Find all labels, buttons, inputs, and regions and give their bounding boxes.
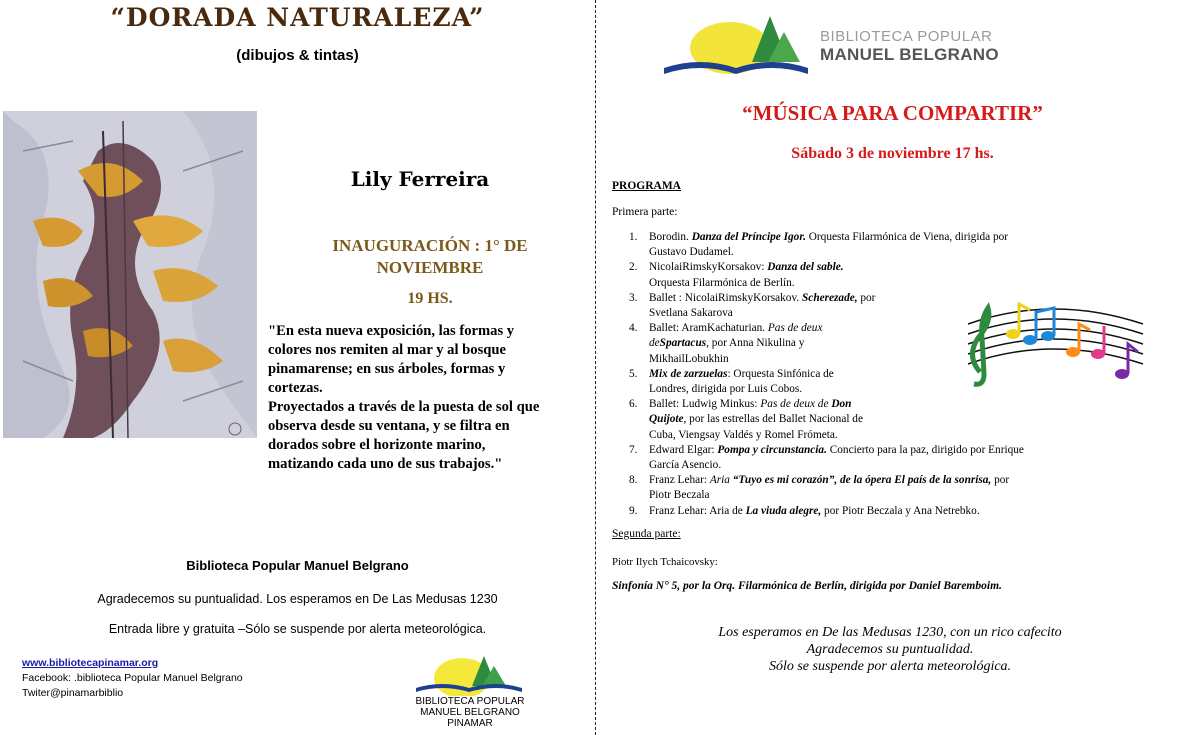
program-text-segment: : Orquesta Sinfónica de [727, 367, 834, 380]
contact-info [22, 656, 243, 701]
program-item-line [649, 245, 1132, 260]
program-text-segment: de [649, 337, 660, 350]
program-text-segment: Franz Lehar: Aria de [649, 504, 746, 517]
program-text-segment: Quijote [649, 413, 684, 426]
program-item-line [649, 504, 1132, 519]
exhibit-subtitle: (dibujos & tintas) [236, 47, 359, 64]
program-item-line [649, 443, 1132, 458]
program-item-line [649, 260, 1132, 275]
exhibit-description [268, 322, 578, 474]
twitter-text: Twiter@pinamarbiblio [22, 687, 124, 699]
farewell-line: Sólo se suspende por alerta meteorológica. [768, 659, 1012, 674]
program-text-segment: Edward Elgar: [649, 443, 718, 456]
program-text-segment: Borodin. [649, 231, 692, 243]
program-item [612, 504, 1132, 519]
concert-title: “MÚSICA PARA COMPARTIR” [742, 101, 1043, 125]
painting-image [3, 111, 257, 438]
entry-text: Entrada libre y gratuita –Sólo se suspende por alerta meteorológica. [108, 622, 487, 636]
program-text-segment: Aria [709, 474, 733, 487]
music-notes-image [958, 294, 1148, 392]
library-logo [660, 12, 810, 76]
program-text-segment: Franz Lehar: [649, 474, 710, 487]
program-item-number: 9. [629, 504, 638, 517]
program-text-segment: Orquesta Filarmónica de Berlín. [649, 276, 795, 289]
composer-name: Piotr Ilych Tchaicovsky: [612, 556, 718, 568]
program-text-segment: Spartacus [659, 337, 707, 350]
thanks-text: Agradecemos su puntualidad. Los esperamos en De Las Medusas 1230 [97, 592, 498, 606]
music-staff-icon [958, 294, 1148, 392]
program-text-segment: Piotr Beczala [649, 489, 710, 502]
program-item-line [649, 412, 949, 427]
program-text-segment: , por Anna Nikulina y [706, 337, 805, 350]
program-text-segment: La viuda alegre, [745, 504, 822, 517]
small-library-logo [412, 648, 526, 700]
program-heading: PROGRAMA [612, 180, 681, 192]
logo-text-line-1: BIBLIOTECA POPULAR [820, 28, 993, 45]
program-item-line [649, 382, 949, 397]
quote-line: dorados sobre el horizonte marino, [268, 437, 486, 453]
program-item-line [649, 230, 1132, 245]
inauguration-line-1: INAUGURACIÓN : 1° DE [332, 236, 528, 255]
page-divider [595, 0, 596, 735]
small-logo-caption [400, 696, 540, 729]
program-item-number: 8. [629, 474, 638, 487]
program-item [612, 443, 1132, 473]
second-part-heading: Segunda parte: [612, 528, 681, 540]
program-text-segment: por [857, 291, 876, 304]
exhibit-title: “DORADA NATURALEZA” [110, 3, 485, 32]
program-item [612, 260, 1132, 290]
program-text-segment: Cuba, Viengsay Valdés y Romel Frómeta. [649, 428, 838, 441]
inauguration-line-2: NOVIEMBRE [376, 258, 484, 277]
program-text-segment: Concierto para la paz, dirigido por Enrique [826, 443, 1024, 456]
concert-date: Sábado 3 de noviembre 17 hs. [791, 145, 994, 162]
program-item-line [649, 473, 1132, 488]
program-text-segment: Ballet: AramKachaturian. [649, 322, 768, 335]
quote-line: observa desde su ventana, y se filtra en [268, 418, 510, 434]
program-text-segment: Londres, dirigida por Luis Cobos. [649, 383, 803, 396]
program-item-line [649, 321, 949, 336]
program-item-number: 2. [629, 261, 638, 274]
program-text-segment: García Asencio. [649, 459, 722, 472]
program-item-line [649, 458, 1132, 473]
program-item [612, 397, 949, 443]
small-logo-line: MANUEL BELGRANO [420, 707, 520, 718]
program-text-segment: Orquesta Filarmónica de Viena, dirigida por [805, 231, 1009, 243]
program-text-segment: Ballet : NicolaiRimskyKorsakov. [649, 291, 803, 304]
first-part-heading: Primera parte: [612, 206, 678, 218]
program-item [612, 291, 949, 321]
small-logo-icon [412, 648, 526, 696]
program-item-number: 4. [629, 322, 638, 335]
quote-line: cortezas. [268, 380, 323, 396]
program-text-segment: “Tuyo es mi corazón”, de la ópera El país de la sonrisa, [732, 474, 992, 487]
logo-text-line-2: MANUEL BELGRANO [820, 45, 999, 64]
farewell-message [600, 624, 1180, 675]
small-logo-line: BIBLIOTECA POPULAR [415, 696, 525, 707]
program-item-line [649, 276, 1132, 291]
program-text-segment: Ballet: Ludwig Minkus: [649, 398, 761, 411]
program-text-segment: por [991, 474, 1010, 487]
program-item-number: 5. [629, 367, 638, 380]
program-text-segment: Pompa y circunstancia. [717, 443, 827, 456]
artist-name: Lily Ferreira [350, 167, 490, 191]
program-item-number: 3. [629, 291, 638, 304]
program-item-line [649, 291, 949, 306]
program-text-segment: NicolaiRimskyKorsakov: [649, 261, 768, 274]
program-text-segment: Mix de zarzuelas [649, 367, 728, 380]
program-text-segment: , por las estrellas del Ballet Nacional de [683, 413, 863, 426]
quote-line: colores nos remiten al mar y al bosque [268, 342, 506, 358]
program-item [612, 230, 1132, 260]
symphony-title: Sinfonía N° 5, por la Orq. Filarmónica de Berlín, dirigida por Daniel Baremboim. [612, 580, 1002, 592]
library-logo-icon [660, 12, 810, 76]
program-text-segment: por Piotr Beczala y Ana Netrebko. [821, 504, 980, 517]
program-item [612, 367, 949, 397]
program-text-segment: Danza del sable. [767, 261, 844, 274]
inauguration-hour: 19 HS. [407, 290, 453, 307]
program-text-segment: MikhailLobukhin [649, 352, 729, 365]
small-logo-line: PINAMAR [447, 718, 493, 729]
quote-line: Proyectados a través de la puesta de sol que [268, 399, 540, 415]
program-item-number: 1. [629, 231, 638, 243]
website-link[interactable]: www.bibliotecapinamar.org [22, 657, 159, 669]
program-item-line [649, 352, 949, 367]
program-item-line [649, 367, 949, 382]
painting-artwork [3, 111, 257, 438]
program-item-line [649, 397, 949, 412]
program-item-line [649, 306, 949, 321]
program-item-number: 7. [629, 443, 638, 456]
quote-line: pinamarense; en sus árboles, formas y [268, 361, 506, 377]
program-item-line [649, 428, 949, 443]
program-text-segment: Scherezade, [802, 291, 858, 304]
quote-line: matizando cada uno de sus trabajos." [268, 456, 503, 472]
program-item [612, 321, 949, 367]
program-item-number: 6. [629, 398, 638, 411]
program-item-line [649, 336, 949, 351]
facebook-text: Facebook: .biblioteca Popular Manuel Belgrano [22, 672, 243, 684]
program-text-segment: Svetlana Sakarova [649, 307, 733, 320]
program-item [612, 473, 1132, 503]
library-name: Biblioteca Popular Manuel Belgrano [186, 558, 409, 573]
program-text-segment: Pas de deux de [760, 398, 832, 411]
farewell-line: Los esperamos en De las Medusas 1230, con un rico cafecito [718, 625, 1062, 640]
farewell-line: Agradecemos su puntualidad. [806, 642, 974, 657]
program-text-segment: Gustavo Dudamel. [649, 246, 734, 259]
inauguration-date [280, 235, 580, 279]
quote-line: "En esta nueva exposición, las formas y [268, 323, 515, 339]
program-item-line [649, 488, 1132, 503]
program-text-segment: Don [831, 398, 852, 411]
program-text-segment: Pas de deux [767, 322, 823, 335]
program-text-segment: Danza del Príncipe Igor. [691, 231, 806, 243]
